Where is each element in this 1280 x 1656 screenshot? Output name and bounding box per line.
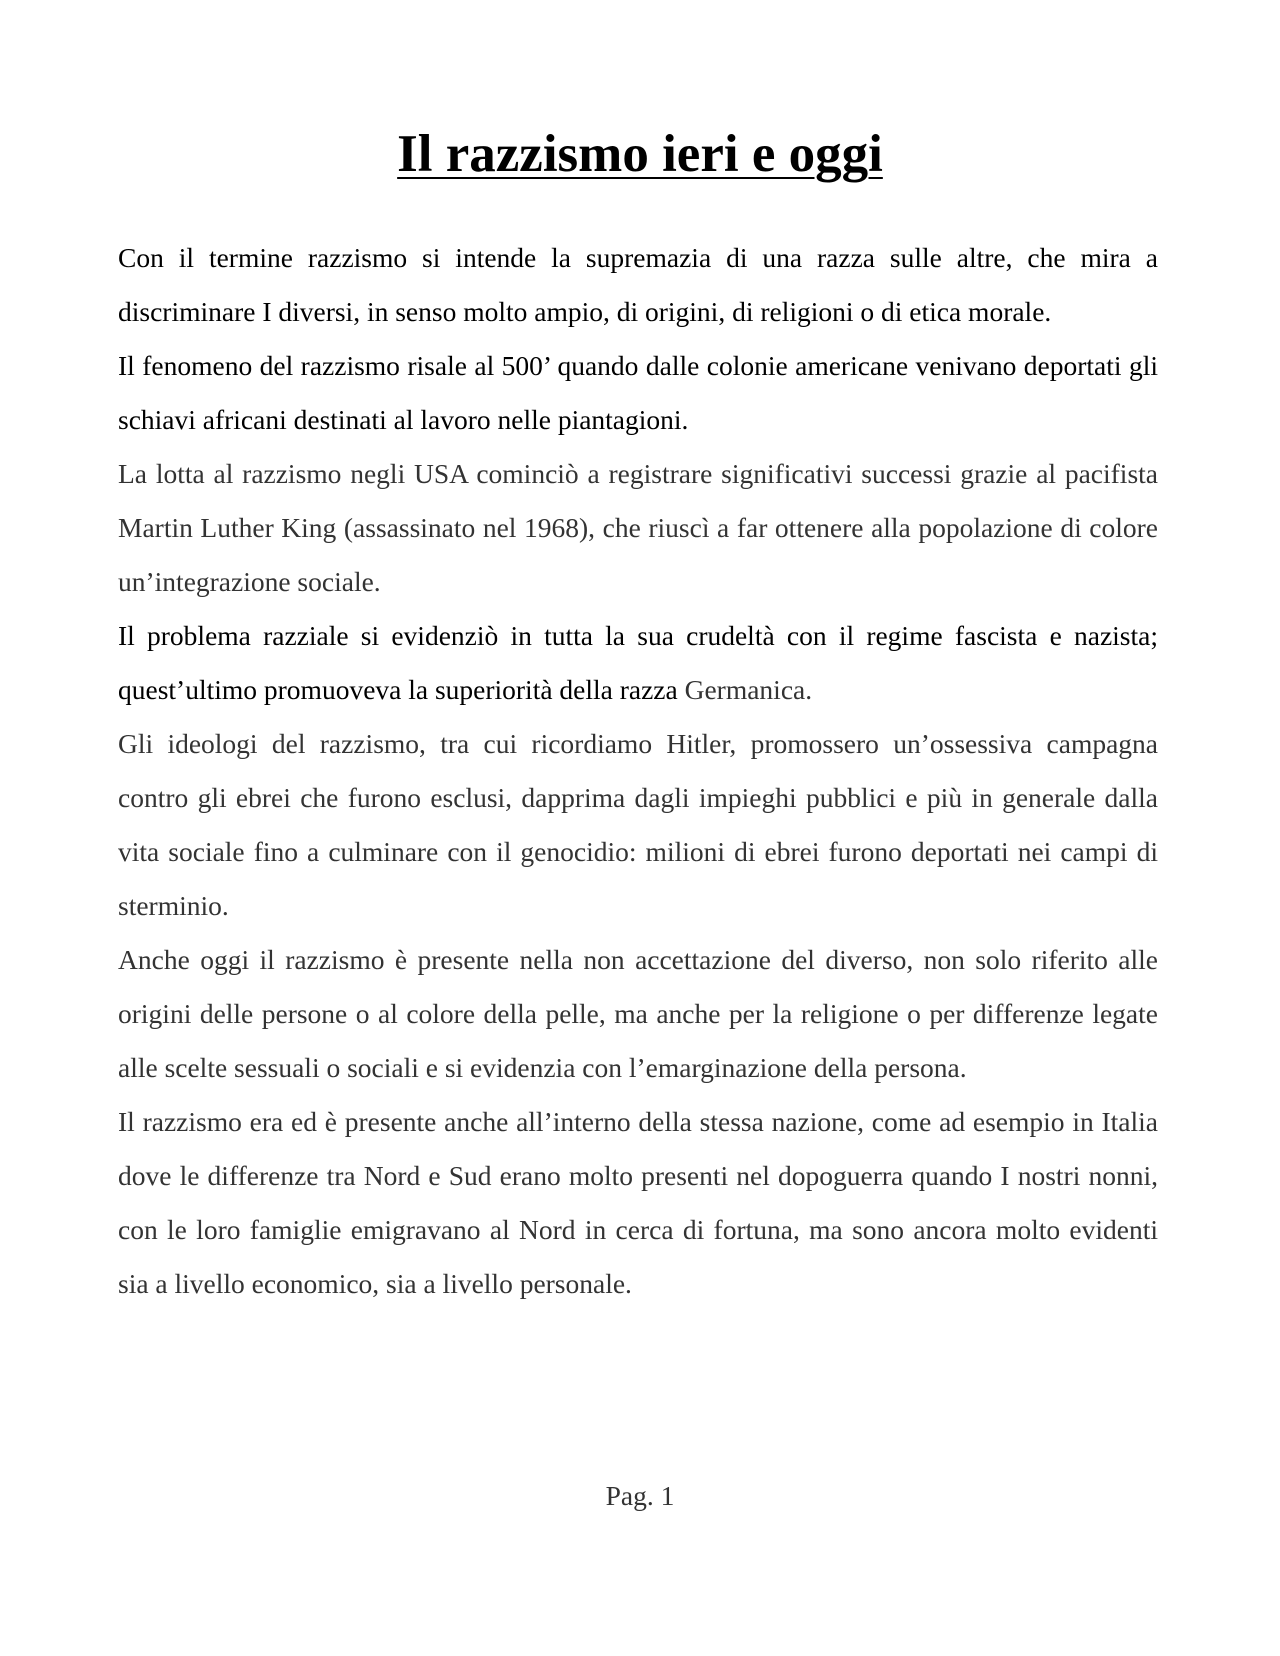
- paragraph-italy: Il razzismo era ed è presente anche all’interno della stessa nazione, come ad esempio in Italia dove le differenze tra Nord e Sud erano molto presenti nel dopoguerra quando I nostri nonni, con le loro famiglie emigravano al Nord in cerca di fortuna, ma sono ancora molto evidenti sia a livello economico, sia a livello personale.: [118, 1106, 1158, 1299]
- document-body: [118, 231, 1158, 1311]
- page-number: Pag. 1: [605, 1480, 675, 1511]
- paragraph-usa: La lotta al razzismo negli USA cominciò a registrare significativi successi grazie al pacifista Martin Luther King (assassinato nel 1968), che riuscì a far ottenere alla popolazione di colore un’integrazione sociale.: [118, 458, 1158, 597]
- paragraph-origins: Il fenomeno del razzismo risale al 500’ quando dalle colonie americane venivano deportati gli schiavi africani destinati al lavoro nelle piantagioni.: [118, 350, 1158, 435]
- page-title: [0, 118, 1280, 190]
- paragraph-fascism: [118, 609, 1158, 717]
- paragraph-ideologists: Gli ideologi del razzismo, tra cui ricordiamo Hitler, promossero un’ossessiva campagna contro gli ebrei che furono esclusi, dapprima dagli impieghi pubblici e più in generale dalla vita sociale fino a culminare con il genocidio: milioni di ebrei furono deportati nei campi di sterminio.: [118, 728, 1158, 921]
- paragraph-fascism-end: Germanica.: [684, 674, 813, 705]
- paragraph-fascism-text: Il problema razziale si evidenziò in tutta la sua crudeltà con il regime fascista e nazista; quest’ultimo promuoveva la superiorità della razza: [118, 620, 1158, 705]
- page-title-text: Il razzismo ieri e oggi: [397, 125, 883, 183]
- paragraph-today: Anche oggi il razzismo è presente nella non accettazione del diverso, non solo riferito alle origini delle persone o al colore della pelle, ma anche per la religione o per differenze legate alle scelte sessuali o sociali e si evidenzia con l’emarginazione della persona.: [118, 944, 1158, 1083]
- paragraph-definition: Con il termine razzismo si intende la supremazia di una razza sulle altre, che mira a discriminare I diversi, in senso molto ampio, di origini, di religioni o di etica morale.: [118, 242, 1158, 327]
